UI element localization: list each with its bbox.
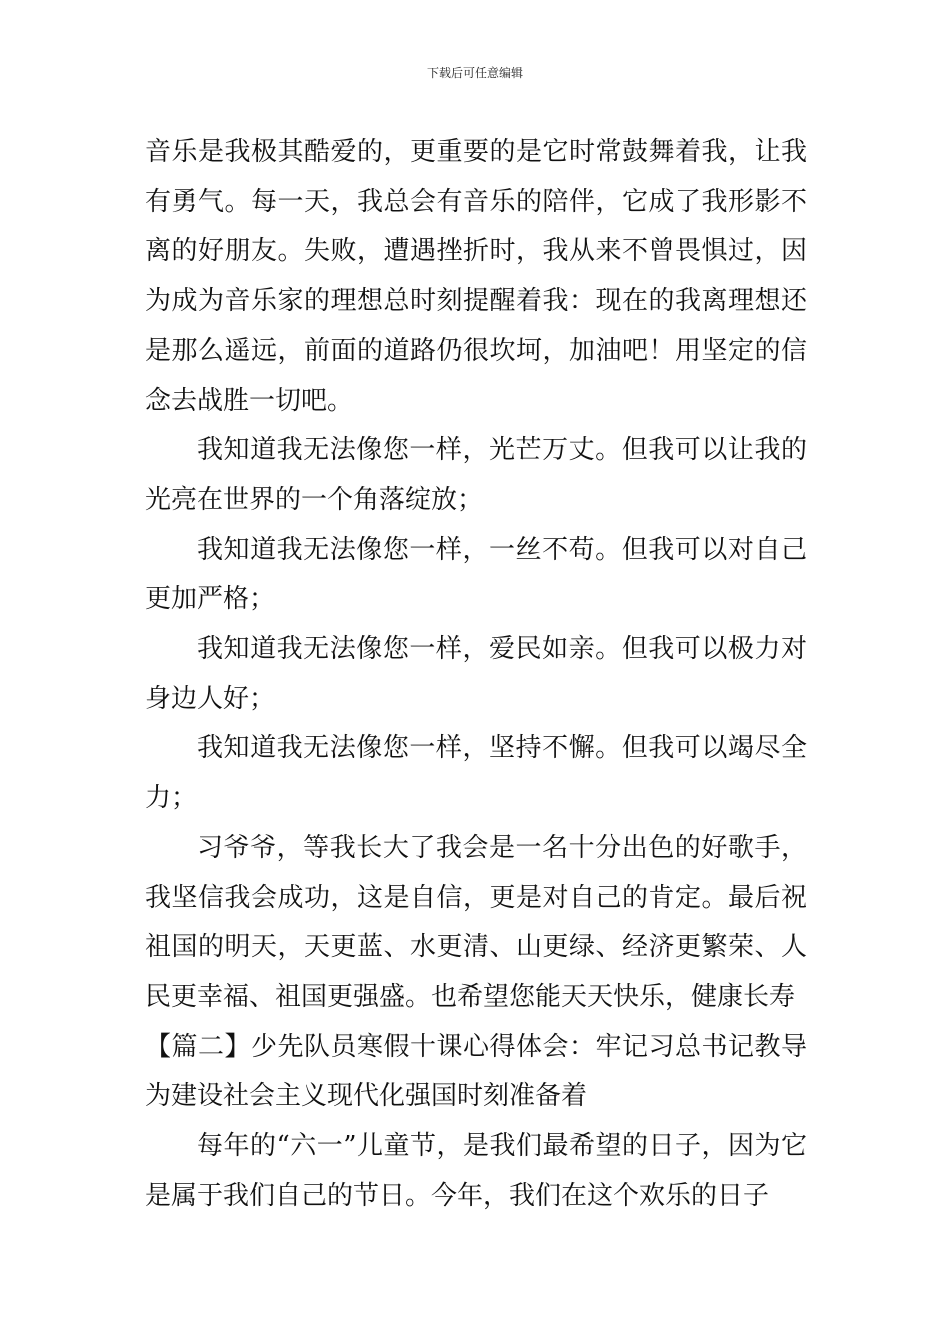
paragraph-effort: 我知道我无法像您一样，坚持不懈。但我可以竭尽全力； <box>145 733 807 814</box>
paragraph-music: 音乐是我极其酷爱的，更重要的是它时常鼓舞着我，让我有勇气。每一天，我总会有音乐的陪伴，它成了我形影不离的好朋友。失败，遭遇挫折时，我从来不曾畏惧过，因为成为音乐家的理想总时刻提醒着我：现在的我离理想还是那么遥远，前面的道路仍很坎坷，加油吧！用坚定的信念去战胜一切吧。 <box>145 137 807 416</box>
paragraph-strict: 我知道我无法像您一样，一丝不苟。但我可以对自己更加严格； <box>145 534 807 615</box>
page-header: 下载后可任意编辑 <box>426 66 523 80</box>
paragraph-wish: 习爷爷，等我长大了我会是一名十分出色的好歌手，我坚信我会成功，这是自信，更是对自己的肯定。最后祝祖国的明天，天更蓝、水更清、山更绿、经济更繁荣、人民更幸福、祖国更强盛。也希望您能天天快乐，健康长寿 <box>145 832 807 1012</box>
section-heading: 【篇二】少先队员寒假十课心得体会：牢记习总书记教导为建设社会主义现代化强国时刻准备着 <box>145 1031 807 1112</box>
paragraph-kind: 我知道我无法像您一样，爱民如亲。但我可以极力对身边人好； <box>145 634 807 714</box>
paragraph-childrens-day: 每年的“六一”儿童节，是我们最希望的日子，因为它是属于我们自己的节日。今年，我们在这个欢乐的日子 <box>145 1131 807 1211</box>
paragraph-shine: 我知道我无法像您一样，光芒万丈。但我可以让我的光亮在世界的一个角落绽放； <box>145 435 807 515</box>
document-body <box>145 128 807 1221</box>
